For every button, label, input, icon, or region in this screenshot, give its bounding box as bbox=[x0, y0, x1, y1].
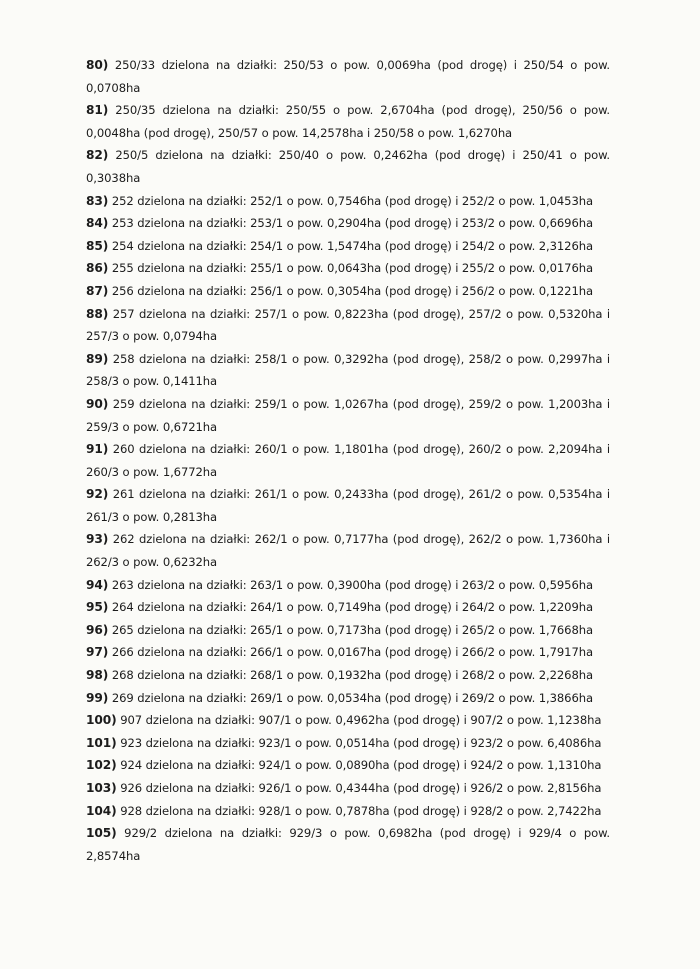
entry-text: 924 dzielona na działki: 924/1 o pow. 0,0890ha (pod drogę) i 924/2 o pow. 1,1310ha bbox=[120, 758, 602, 773]
list-item bbox=[86, 687, 610, 710]
entry-text: 264 dzielona na działki: 264/1 o pow. 0,7149ha (pod drogę) i 264/2 o pow. 1,2209ha bbox=[111, 600, 593, 615]
list-item bbox=[86, 641, 610, 664]
entry-number: 92) bbox=[86, 487, 109, 502]
list-item bbox=[86, 754, 610, 777]
list-item bbox=[86, 190, 610, 213]
entry-number: 101) bbox=[86, 735, 117, 750]
entry-number: 89) bbox=[86, 351, 109, 366]
entry-text: 269 dzielona na działki: 269/1 o pow. 0,0534ha (pod drogę) i 269/2 o pow. 1,3866ha bbox=[111, 690, 593, 705]
entry-number: 96) bbox=[86, 622, 109, 637]
entry-text: 258 dzielona na działki: 258/1 o pow. 0,3292ha (pod drogę), 258/2 o pow. 0,2997ha i 258/3 o pow. 0,1411ha bbox=[86, 351, 610, 389]
list-item bbox=[86, 54, 610, 99]
parcel-division-list bbox=[86, 54, 610, 867]
list-item bbox=[86, 280, 610, 303]
entry-number: 87) bbox=[86, 283, 109, 298]
entry-number: 82) bbox=[86, 148, 109, 163]
entry-text: 261 dzielona na działki: 261/1 o pow. 0,2433ha (pod drogę), 261/2 o pow. 0,5354ha i 261/3 o pow. 0,2813ha bbox=[86, 487, 610, 524]
entry-text: 252 dzielona na działki: 252/1 o pow. 0,7546ha (pod drogę) i 252/2 o pow. 1,0453ha bbox=[111, 193, 593, 208]
entry-text: 923 dzielona na działki: 923/1 o pow. 0,0514ha (pod drogę) i 923/2 o pow. 6,4086ha bbox=[120, 735, 602, 750]
entry-text: 928 dzielona na działki: 928/1 o pow. 0,7878ha (pod drogę) i 928/2 o pow. 2,7422ha bbox=[120, 803, 602, 818]
list-item bbox=[86, 574, 610, 597]
entry-number: 95) bbox=[86, 600, 109, 615]
entry-text: 250/5 dzielona na działki: 250/40 o pow. 0,2462ha (pod drogę) i 250/41 o pow. 0,3038ha bbox=[86, 148, 610, 185]
list-item bbox=[86, 235, 610, 258]
entry-number: 97) bbox=[86, 645, 109, 660]
list-item bbox=[86, 438, 610, 483]
list-item bbox=[86, 483, 610, 528]
entry-number: 94) bbox=[86, 577, 109, 592]
entry-number: 85) bbox=[86, 238, 109, 253]
list-item bbox=[86, 619, 610, 642]
entry-number: 84) bbox=[86, 216, 109, 231]
entry-text: 268 dzielona na działki: 268/1 o pow. 0,1932ha (pod drogę) i 268/2 o pow. 2,2268ha bbox=[111, 668, 593, 683]
list-item bbox=[86, 393, 610, 438]
list-item bbox=[86, 777, 610, 800]
list-item bbox=[86, 528, 610, 573]
entry-text: 266 dzielona na działki: 266/1 o pow. 0,0167ha (pod drogę) i 266/2 o pow. 1,7917ha bbox=[111, 645, 593, 660]
entry-number: 99) bbox=[86, 690, 109, 705]
entry-text: 253 dzielona na działki: 253/1 o pow. 0,2904ha (pod drogę) i 253/2 o pow. 0,6696ha bbox=[111, 216, 593, 231]
entry-number: 93) bbox=[86, 532, 109, 547]
entry-number: 86) bbox=[86, 261, 109, 276]
entry-text: 256 dzielona na działki: 256/1 o pow. 0,3054ha (pod drogę) i 256/2 o pow. 0,1221ha bbox=[111, 283, 593, 298]
entry-number: 83) bbox=[86, 193, 109, 208]
entry-number: 103) bbox=[86, 781, 117, 795]
entry-text: 262 dzielona na działki: 262/1 o pow. 0,7177ha (pod drogę), 262/2 o pow. 1,7360ha i 262/3 o pow. 0,6232ha bbox=[86, 532, 610, 570]
list-item bbox=[86, 257, 610, 280]
entry-number: 90) bbox=[86, 396, 109, 411]
list-item bbox=[86, 596, 610, 619]
list-item bbox=[86, 144, 610, 189]
list-item bbox=[86, 99, 610, 144]
entry-text: 255 dzielona na działki: 255/1 o pow. 0,0643ha (pod drogę) i 255/2 o pow. 0,0176ha bbox=[111, 261, 593, 276]
entry-text: 250/33 dzielona na działki: 250/53 o pow. 0,0069ha (pod drogę) i 250/54 o pow. 0,0708ha bbox=[86, 58, 611, 95]
list-item bbox=[86, 709, 610, 732]
entry-number: 91) bbox=[86, 442, 109, 457]
entry-text: 926 dzielona na działki: 926/1 o pow. 0,4344ha (pod drogę) i 926/2 o pow. 2,8156ha bbox=[120, 781, 602, 795]
list-item bbox=[86, 732, 610, 755]
entry-text: 929/2 dzielona na działki: 929/3 o pow. 0,6982ha (pod drogę) i 929/4 o pow. 2,8574ha bbox=[86, 826, 610, 863]
entry-text: 260 dzielona na działki: 260/1 o pow. 1,1801ha (pod drogę), 260/2 o pow. 2,2094ha i 260/3 o pow. 1,6772ha bbox=[86, 442, 610, 479]
entry-text: 257 dzielona na działki: 257/1 o pow. 0,8223ha (pod drogę), 257/2 o pow. 0,5320ha i 257/3 o pow. 0,0794ha bbox=[86, 306, 610, 344]
entry-text: 263 dzielona na działki: 263/1 o pow. 0,3900ha (pod drogę) i 263/2 o pow. 0,5956ha bbox=[111, 577, 593, 592]
entry-number: 102) bbox=[86, 758, 117, 773]
entry-number: 104) bbox=[86, 803, 117, 818]
list-item bbox=[86, 822, 610, 867]
list-item bbox=[86, 800, 610, 823]
entry-number: 100) bbox=[86, 713, 117, 728]
list-item bbox=[86, 348, 610, 393]
entry-text: 907 dzielona na działki: 907/1 o pow. 0,4962ha (pod drogę) i 907/2 o pow. 1,1238ha bbox=[120, 713, 602, 728]
entry-text: 254 dzielona na działki: 254/1 o pow. 1,5474ha (pod drogę) i 254/2 o pow. 2,3126ha bbox=[111, 238, 593, 253]
entry-number: 81) bbox=[86, 103, 109, 118]
list-item bbox=[86, 664, 610, 687]
entry-number: 105) bbox=[86, 826, 117, 841]
list-item bbox=[86, 212, 610, 235]
entry-text: 259 dzielona na działki: 259/1 o pow. 1,0267ha (pod drogę), 259/2 o pow. 1,2003ha i 259/3 o pow. 0,6721ha bbox=[86, 396, 610, 434]
entry-number: 80) bbox=[86, 58, 109, 72]
entry-text: 265 dzielona na działki: 265/1 o pow. 0,7173ha (pod drogę) i 265/2 o pow. 1,7668ha bbox=[111, 622, 593, 637]
entry-text: 250/35 dzielona na działki: 250/55 o pow. 2,6704ha (pod drogę), 250/56 o pow. 0,0048ha (pod drogę), 250/57 o pow. 14,2578ha i 250/58 o pow. 1,6270ha bbox=[86, 103, 610, 140]
list-item bbox=[86, 303, 610, 348]
entry-number: 88) bbox=[86, 306, 109, 321]
entry-number: 98) bbox=[86, 668, 109, 683]
